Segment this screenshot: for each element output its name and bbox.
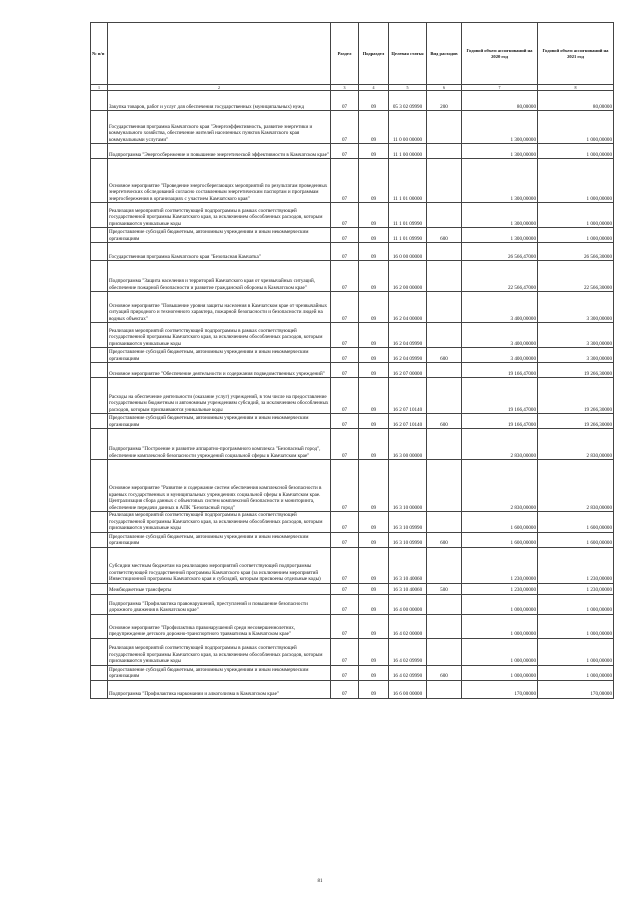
table-header-row <box>91 23 614 85</box>
cell-podrazdel: 09 <box>359 363 389 378</box>
column-number: 4 <box>359 85 389 91</box>
table-row <box>91 159 614 203</box>
table-row <box>91 292 614 323</box>
cell-expense-type <box>427 203 462 228</box>
cell-name: Предоставление субсидий бюджетным, автономным учреждениям и иным некоммерческим организациям <box>108 414 331 429</box>
table-row <box>91 243 614 261</box>
cell-razdel: 07 <box>331 159 359 203</box>
cell-amount-2021: 3 300,00000 <box>538 292 614 323</box>
cell-amount-2020: 1 300,00000 <box>462 203 538 228</box>
cell-expense-type: 600 <box>427 532 462 547</box>
cell-num <box>91 583 108 594</box>
cell-amount-2020: 1 000,00000 <box>462 638 538 665</box>
cell-amount-2020: 80,00000 <box>462 91 538 111</box>
table-row <box>91 203 614 228</box>
cell-target-article: 16 3 00 00000 <box>389 429 427 460</box>
cell-amount-2020: 19 166,47000 <box>462 363 538 378</box>
cell-podrazdel: 09 <box>359 292 389 323</box>
cell-podrazdel: 09 <box>359 512 389 533</box>
cell-expense-type <box>427 512 462 533</box>
header-expense-type: Вид расходов <box>427 23 462 85</box>
cell-target-article: 16 3 10 40060 <box>389 547 427 583</box>
cell-amount-2021: 1 600,00000 <box>538 512 614 533</box>
cell-amount-2021: 1 000,00000 <box>538 111 614 144</box>
cell-razdel: 07 <box>331 203 359 228</box>
cell-amount-2020: 1 300,00000 <box>462 159 538 203</box>
cell-num <box>91 144 108 159</box>
cell-target-article: 16 2 07 10140 <box>389 378 427 414</box>
table-row <box>91 144 614 159</box>
page-number: 81 <box>317 879 323 884</box>
cell-razdel: 07 <box>331 323 359 348</box>
cell-amount-2020: 1 300,00000 <box>462 228 538 243</box>
cell-podrazdel: 09 <box>359 91 389 111</box>
cell-podrazdel: 09 <box>359 378 389 414</box>
cell-num <box>91 665 108 680</box>
cell-amount-2020: 1 230,00000 <box>462 547 538 583</box>
cell-amount-2020: 22 566,47000 <box>462 261 538 292</box>
cell-razdel: 07 <box>331 261 359 292</box>
table-row <box>91 594 614 614</box>
column-number: 1 <box>91 85 108 91</box>
cell-amount-2020: 2 830,00000 <box>462 460 538 512</box>
cell-target-article: 16 2 00 00000 <box>389 261 427 292</box>
table-row <box>91 512 614 533</box>
cell-amount-2021: 19 266,30000 <box>538 414 614 429</box>
cell-podrazdel: 09 <box>359 228 389 243</box>
cell-podrazdel: 09 <box>359 323 389 348</box>
cell-razdel: 07 <box>331 292 359 323</box>
cell-amount-2021: 19 266,30000 <box>538 378 614 414</box>
cell-amount-2020: 1 600,00000 <box>462 512 538 533</box>
cell-razdel: 07 <box>331 547 359 583</box>
cell-num <box>91 111 108 144</box>
header-target-article: Целевая статья <box>389 23 427 85</box>
budget-table <box>90 22 614 699</box>
cell-num <box>91 363 108 378</box>
cell-amount-2021: 1 000,00000 <box>538 665 614 680</box>
table-row <box>91 91 614 111</box>
cell-num <box>91 323 108 348</box>
cell-expense-type <box>427 292 462 323</box>
table-row <box>91 638 614 665</box>
cell-name: Реализация мероприятий соответствующей подпрограммы в рамках соответствующей государственной программы Камчатского края, за исключением обособленных расходов, которым присваиваются уникальные коды <box>108 203 331 228</box>
cell-num <box>91 203 108 228</box>
cell-expense-type <box>427 460 462 512</box>
cell-amount-2020: 3 400,00000 <box>462 323 538 348</box>
cell-expense-type: 600 <box>427 228 462 243</box>
cell-razdel: 07 <box>331 429 359 460</box>
cell-razdel: 07 <box>331 348 359 363</box>
budget-sheet <box>90 22 613 699</box>
header-razdel: Раздел <box>331 23 359 85</box>
cell-amount-2020: 170,00000 <box>462 680 538 698</box>
cell-podrazdel: 09 <box>359 414 389 429</box>
cell-num <box>91 532 108 547</box>
cell-amount-2020: 2 830,00000 <box>462 429 538 460</box>
header-name <box>108 23 331 85</box>
cell-num <box>91 348 108 363</box>
cell-expense-type: 600 <box>427 414 462 429</box>
cell-target-article: 16 3 10 09990 <box>389 512 427 533</box>
cell-podrazdel: 09 <box>359 583 389 594</box>
cell-target-article: 16 6 00 00000 <box>389 680 427 698</box>
cell-num <box>91 614 108 638</box>
cell-name: Подпрограмма "Профилактика правонарушений, преступлений и повышение безопасности дорожного движения в Камчатском крае" <box>108 594 331 614</box>
cell-name: Предоставление субсидий бюджетным, автономным учреждениям и иным некоммерческим организациям <box>108 665 331 680</box>
cell-podrazdel: 09 <box>359 111 389 144</box>
cell-name: Реализация мероприятий соответствующей подпрограммы в рамках соответствующей государственной программы Камчатского края, за исключением обособленных расходов, которым присваиваются уникальные коды <box>108 512 331 533</box>
cell-podrazdel: 09 <box>359 680 389 698</box>
cell-razdel: 07 <box>331 583 359 594</box>
cell-amount-2021: 1 000,00000 <box>538 594 614 614</box>
cell-razdel: 07 <box>331 91 359 111</box>
cell-amount-2021: 26 566,30000 <box>538 243 614 261</box>
cell-amount-2021: 1 000,00000 <box>538 203 614 228</box>
cell-name: Закупка товаров, работ и услуг для обеспечения государственных (муниципальных) нужд <box>108 91 331 111</box>
cell-amount-2021: 1 000,00000 <box>538 638 614 665</box>
cell-amount-2021: 3 300,00000 <box>538 348 614 363</box>
table-row <box>91 261 614 292</box>
cell-expense-type <box>427 378 462 414</box>
cell-target-article: 16 4 00 00000 <box>389 594 427 614</box>
cell-amount-2020: 1 000,00000 <box>462 614 538 638</box>
cell-num <box>91 292 108 323</box>
cell-amount-2020: 1 000,00000 <box>462 665 538 680</box>
cell-name: Государственная программа Камчатского края "Безопасная Камчатка" <box>108 243 331 261</box>
table-row <box>91 348 614 363</box>
cell-amount-2020: 3 400,00000 <box>462 348 538 363</box>
column-number: 3 <box>331 85 359 91</box>
table-row <box>91 228 614 243</box>
cell-amount-2021: 1 000,00000 <box>538 144 614 159</box>
cell-podrazdel: 09 <box>359 614 389 638</box>
table-row <box>91 532 614 547</box>
cell-num <box>91 594 108 614</box>
cell-name: Предоставление субсидий бюджетным, автономным учреждениям и иным некоммерческим организациям <box>108 228 331 243</box>
header-podrazdel: Подраздел <box>359 23 389 85</box>
cell-razdel: 07 <box>331 594 359 614</box>
cell-name: Расходы на обеспечение деятельности (оказание услуг) учреждений, в том числе на предоставление государственным бюджетным и автономным учреждениям субсидий, за исключением обособленных расходов, которым присваиваются уникальные коды <box>108 378 331 414</box>
cell-num <box>91 91 108 111</box>
cell-razdel: 07 <box>331 512 359 533</box>
cell-amount-2020: 1 000,00000 <box>462 594 538 614</box>
cell-target-article: 16 4 02 00000 <box>389 614 427 638</box>
cell-amount-2021: 3 300,00000 <box>538 323 614 348</box>
cell-razdel: 07 <box>331 614 359 638</box>
table-body <box>91 91 614 699</box>
cell-name: Подпрограмма "Профилактика наркомании и алкоголизма в Камчатском крае" <box>108 680 331 698</box>
cell-podrazdel: 09 <box>359 638 389 665</box>
cell-amount-2021: 1 230,00000 <box>538 547 614 583</box>
table-row <box>91 378 614 414</box>
cell-name: Предоставление субсидий бюджетным, автономным учреждениям и иным некоммерческим организациям <box>108 348 331 363</box>
cell-expense-type: 600 <box>427 348 462 363</box>
cell-amount-2021: 1 600,00000 <box>538 532 614 547</box>
cell-target-article: 11 1 01 09990 <box>389 228 427 243</box>
cell-expense-type <box>427 429 462 460</box>
cell-target-article: 11 1 00 00000 <box>389 144 427 159</box>
table-row <box>91 111 614 144</box>
cell-amount-2020: 1 300,00000 <box>462 111 538 144</box>
cell-razdel: 07 <box>331 638 359 665</box>
cell-target-article: 16 3 10 00000 <box>389 460 427 512</box>
cell-podrazdel: 09 <box>359 547 389 583</box>
cell-target-article: 11 1 01 09990 <box>389 203 427 228</box>
cell-num <box>91 378 108 414</box>
table-row <box>91 460 614 512</box>
cell-amount-2020: 1 600,00000 <box>462 532 538 547</box>
cell-num <box>91 261 108 292</box>
cell-expense-type <box>427 594 462 614</box>
cell-podrazdel: 09 <box>359 144 389 159</box>
cell-podrazdel: 09 <box>359 460 389 512</box>
cell-razdel: 07 <box>331 680 359 698</box>
column-number: 6 <box>427 85 462 91</box>
cell-target-article: 11 1 01 00000 <box>389 159 427 203</box>
cell-target-article: 16 3 10 09990 <box>389 532 427 547</box>
cell-amount-2021: 2 830,00000 <box>538 429 614 460</box>
table-row <box>91 547 614 583</box>
cell-num <box>91 414 108 429</box>
cell-name: Основное мероприятие "Профилактика правонарушений среди несовершеннолетних, предупреждение детского дорожно-транспортного травматизма в Камчатском крае" <box>108 614 331 638</box>
cell-razdel: 07 <box>331 228 359 243</box>
cell-num <box>91 512 108 533</box>
cell-razdel: 07 <box>331 243 359 261</box>
cell-target-article: 16 2 07 10140 <box>389 414 427 429</box>
cell-razdel: 07 <box>331 532 359 547</box>
cell-expense-type <box>427 261 462 292</box>
cell-target-article: 16 2 04 09990 <box>389 348 427 363</box>
cell-expense-type: 600 <box>427 665 462 680</box>
cell-amount-2021: 1 000,00000 <box>538 228 614 243</box>
cell-num <box>91 429 108 460</box>
column-number: 5 <box>389 85 427 91</box>
cell-name: Реализация мероприятий соответствующей подпрограммы в рамках соответствующей государственной программы Камчатского края, за исключением обособленных расходов, которым присваиваются уникальные коды <box>108 638 331 665</box>
cell-podrazdel: 09 <box>359 532 389 547</box>
cell-expense-type <box>427 638 462 665</box>
cell-name: Основное мероприятие "Обеспечение деятельности и содержания подведомственных учреждений" <box>108 363 331 378</box>
cell-amount-2021: 19 266,30000 <box>538 363 614 378</box>
cell-razdel: 07 <box>331 363 359 378</box>
cell-num <box>91 638 108 665</box>
cell-amount-2021: 1 000,00000 <box>538 614 614 638</box>
table-row <box>91 323 614 348</box>
cell-podrazdel: 09 <box>359 261 389 292</box>
header-num: № п/п <box>91 23 108 85</box>
cell-expense-type <box>427 614 462 638</box>
cell-num <box>91 243 108 261</box>
cell-name: Основное мероприятие "Развитие и содержание систем обеспечения комплексной безопасности в краевых государственных и муниципальных учреждениях социальной сферы в Камчатском крае. Централизация сбора данных с объектовых систем комплексной безопасности и мониторинга, обеспечение передачи данных в АПК "Безопасный город" <box>108 460 331 512</box>
column-number: 2 <box>108 85 331 91</box>
cell-name: Основное мероприятие "Проведение энергосберегающих мероприятий по результатам проведенных энергетических обследований согласно составленным энергетическим паспортам и программам энергосбережения в организациях с участием Камчатского края" <box>108 159 331 203</box>
column-number: 8 <box>538 85 614 91</box>
cell-name: Реализация мероприятий соответствующей подпрограммы в рамках соответствующей государственной программы Камчатского края, за исключением обособленных расходов, которым присваиваются уникальные коды <box>108 323 331 348</box>
cell-name: Государственная программа Камчатского края "Энергоэффективность, развитие энергетики и коммунального хозяйства, обеспечение жителей населенных пунктов Камчатского края коммунальными услугами" <box>108 111 331 144</box>
cell-amount-2020: 26 566,47000 <box>462 243 538 261</box>
cell-name: Субсидии местным бюджетам на реализацию мероприятий соответствующей подпрограммы соответствующей государственной программы Камчатского края (за исключением мероприятий Инвестиционной программы Камчатского края и субсидий, которым присвоены отдельные коды) <box>108 547 331 583</box>
cell-num <box>91 680 108 698</box>
cell-expense-type <box>427 547 462 583</box>
cell-target-article: 11 0 00 00000 <box>389 111 427 144</box>
cell-podrazdel: 09 <box>359 348 389 363</box>
cell-target-article: 16 4 02 09990 <box>389 665 427 680</box>
table-row <box>91 363 614 378</box>
cell-expense-type <box>427 680 462 698</box>
cell-name: Основное мероприятие "Повышение уровня защиты населения в Камчатском крае от чрезвычайных ситуаций природного и техногенного характера, пожарной безопасности и безопасности людей на водных объектах" <box>108 292 331 323</box>
cell-num <box>91 228 108 243</box>
cell-name: Подпрограмма "Защита населения и территорий Камчатского края от чрезвычайных ситуаций, обеспечение пожарной безопасности и развитие гражданской обороны в Камчатском крае" <box>108 261 331 292</box>
cell-amount-2021: 2 830,00000 <box>538 460 614 512</box>
cell-expense-type <box>427 363 462 378</box>
cell-name: Подпрограмма "Построение и развитие аппаратно-программного комплекса "Безопасный город", обеспечение комплексной безопасности учреждений социальной сферы в Камчатском крае" <box>108 429 331 460</box>
cell-name: Межбюджетные трансферты <box>108 583 331 594</box>
cell-podrazdel: 09 <box>359 203 389 228</box>
table-row <box>91 414 614 429</box>
cell-target-article: 16 2 07 00000 <box>389 363 427 378</box>
cell-target-article: 16 3 10 40060 <box>389 583 427 594</box>
cell-amount-2021: 22 566,30000 <box>538 261 614 292</box>
table-row <box>91 665 614 680</box>
header-2020: Годовой объем ассигнований на 2020 год <box>462 23 538 85</box>
table-row <box>91 583 614 594</box>
cell-target-article: 16 4 02 09990 <box>389 638 427 665</box>
cell-expense-type <box>427 159 462 203</box>
cell-target-article: 05 3 02 09990 <box>389 91 427 111</box>
table-row <box>91 614 614 638</box>
column-number: 7 <box>462 85 538 91</box>
cell-num <box>91 460 108 512</box>
table-row <box>91 429 614 460</box>
cell-amount-2021: 1 230,00000 <box>538 583 614 594</box>
cell-name: Предоставление субсидий бюджетным, автономным учреждениям и иным некоммерческим организациям <box>108 532 331 547</box>
cell-expense-type: 500 <box>427 583 462 594</box>
cell-expense-type: 200 <box>427 91 462 111</box>
cell-podrazdel: 09 <box>359 159 389 203</box>
cell-target-article: 16 2 04 00000 <box>389 292 427 323</box>
cell-podrazdel: 09 <box>359 243 389 261</box>
cell-podrazdel: 09 <box>359 665 389 680</box>
cell-razdel: 07 <box>331 414 359 429</box>
cell-expense-type <box>427 243 462 261</box>
cell-target-article: 16 2 04 09990 <box>389 323 427 348</box>
cell-amount-2020: 1 300,00000 <box>462 144 538 159</box>
cell-name: Подпрограмма "Энергосбережение и повышение энергетической эффективности в Камчатском крае" <box>108 144 331 159</box>
cell-podrazdel: 09 <box>359 594 389 614</box>
cell-razdel: 07 <box>331 378 359 414</box>
cell-expense-type <box>427 144 462 159</box>
cell-podrazdel: 09 <box>359 429 389 460</box>
cell-razdel: 07 <box>331 111 359 144</box>
cell-amount-2020: 19 166,47000 <box>462 414 538 429</box>
cell-amount-2020: 3 400,00000 <box>462 292 538 323</box>
cell-razdel: 07 <box>331 144 359 159</box>
cell-razdel: 07 <box>331 460 359 512</box>
cell-amount-2021: 80,00000 <box>538 91 614 111</box>
cell-amount-2021: 170,00000 <box>538 680 614 698</box>
cell-amount-2021: 1 000,00000 <box>538 159 614 203</box>
table-row <box>91 680 614 698</box>
cell-amount-2020: 19 166,47000 <box>462 378 538 414</box>
cell-num <box>91 547 108 583</box>
header-2021: Годовой объем ассигнований на 2021 год <box>538 23 614 85</box>
cell-expense-type <box>427 323 462 348</box>
cell-target-article: 16 0 00 00000 <box>389 243 427 261</box>
cell-razdel: 07 <box>331 665 359 680</box>
cell-expense-type <box>427 111 462 144</box>
cell-amount-2020: 1 230,00000 <box>462 583 538 594</box>
cell-num <box>91 159 108 203</box>
